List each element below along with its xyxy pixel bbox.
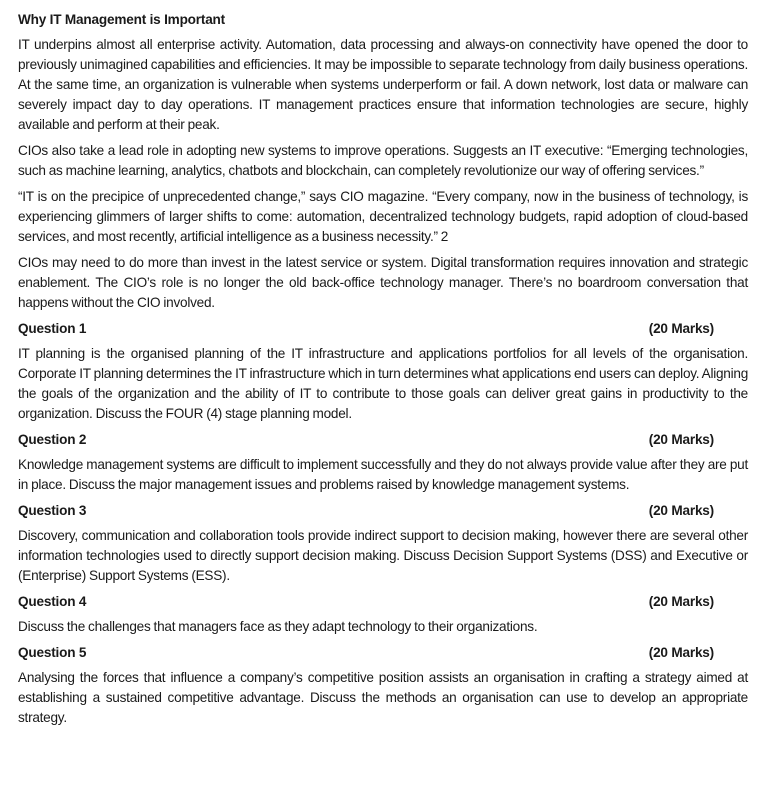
intro-paragraph-3: “IT is on the precipice of unprecedented change,” says CIO magazine. “Every company, now in the business of technology, is experiencing glimmers of larger shifts to come: automation, decentralized technology budgets, rapid adoption of cloud-based services, and most recently, artificial intelligence as a business necessity.” 2 <box>18 189 748 244</box>
question-header <box>18 592 714 612</box>
question-header <box>18 643 714 663</box>
question-5 <box>18 643 748 728</box>
question-marks: (20 Marks) <box>648 645 714 660</box>
question-3 <box>18 501 748 586</box>
question-4 <box>18 592 748 637</box>
question-label: Question 3 <box>18 503 87 518</box>
question-2 <box>18 430 748 495</box>
document-title: Why IT Management is Important <box>18 12 225 27</box>
question-marks: (20 Marks) <box>648 321 714 336</box>
question-label: Question 4 <box>18 594 87 609</box>
question-1 <box>18 319 748 424</box>
question-text: Discuss the challenges that managers face as they adapt technology to their organizations. <box>18 619 538 634</box>
question-marks: (20 Marks) <box>648 594 714 609</box>
intro-paragraph-2: CIOs also take a lead role in adopting new systems to improve operations. Suggests an IT executive: “Emerging technologies, such as machine learning, analytics, chatbots and blockchain, can completely revolutionize our way of offering services.” <box>18 143 748 178</box>
question-text: IT planning is the organised planning of the IT infrastructure and applications portfolios for all levels of the organisation. Corporate IT planning determines the IT infrastructure which in turn determines what applications end users can deploy. Aligning the goals of the organization and the ability of IT to contribute to those goals can deliver great gains in productivity to the organization. Discuss the FOUR (4) stage planning model. <box>18 346 748 421</box>
question-text: Analysing the forces that influence a company’s competitive position assists an organisation in crafting a strategy aimed at establishing a sustained competitive advantage. Discuss the methods an organisation can use to develop an appropriate strategy. <box>18 670 748 725</box>
question-text: Knowledge management systems are difficult to implement successfully and they do not always provide value after they are put in place. Discuss the major management issues and problems raised by knowledge management systems. <box>18 457 748 492</box>
question-label: Question 1 <box>18 321 87 336</box>
question-header <box>18 319 714 339</box>
intro-paragraph-1: IT underpins almost all enterprise activity. Automation, data processing and always-on connectivity have opened the door to previously unimagined capabilities and efficiencies. It may be impossible to separate technology from daily business operations. At the same time, an organization is vulnerable when systems underperform or fail. A down network, lost data or malware can severely impact day to day operations. IT management practices ensure that information technologies are secure, highly available and perform at their peak. <box>18 37 748 132</box>
document <box>18 10 748 734</box>
question-label: Question 5 <box>18 645 87 660</box>
question-marks: (20 Marks) <box>648 432 714 447</box>
question-header <box>18 501 714 521</box>
question-header <box>18 430 714 450</box>
question-label: Question 2 <box>18 432 87 447</box>
question-marks: (20 Marks) <box>648 503 714 518</box>
question-text: Discovery, communication and collaboration tools provide indirect support to decision making, however there are several other information technologies used to directly support decision making. Discuss Decision Support Systems (DSS) and Executive or (Enterprise) Support Systems (ESS). <box>18 528 748 583</box>
intro-paragraph-4: CIOs may need to do more than invest in the latest service or system. Digital transformation requires innovation and strategic enablement. The CIO’s role is no longer the old back-office technology manager. There’s no boardroom conversation that happens without the CIO involved. <box>18 255 748 310</box>
